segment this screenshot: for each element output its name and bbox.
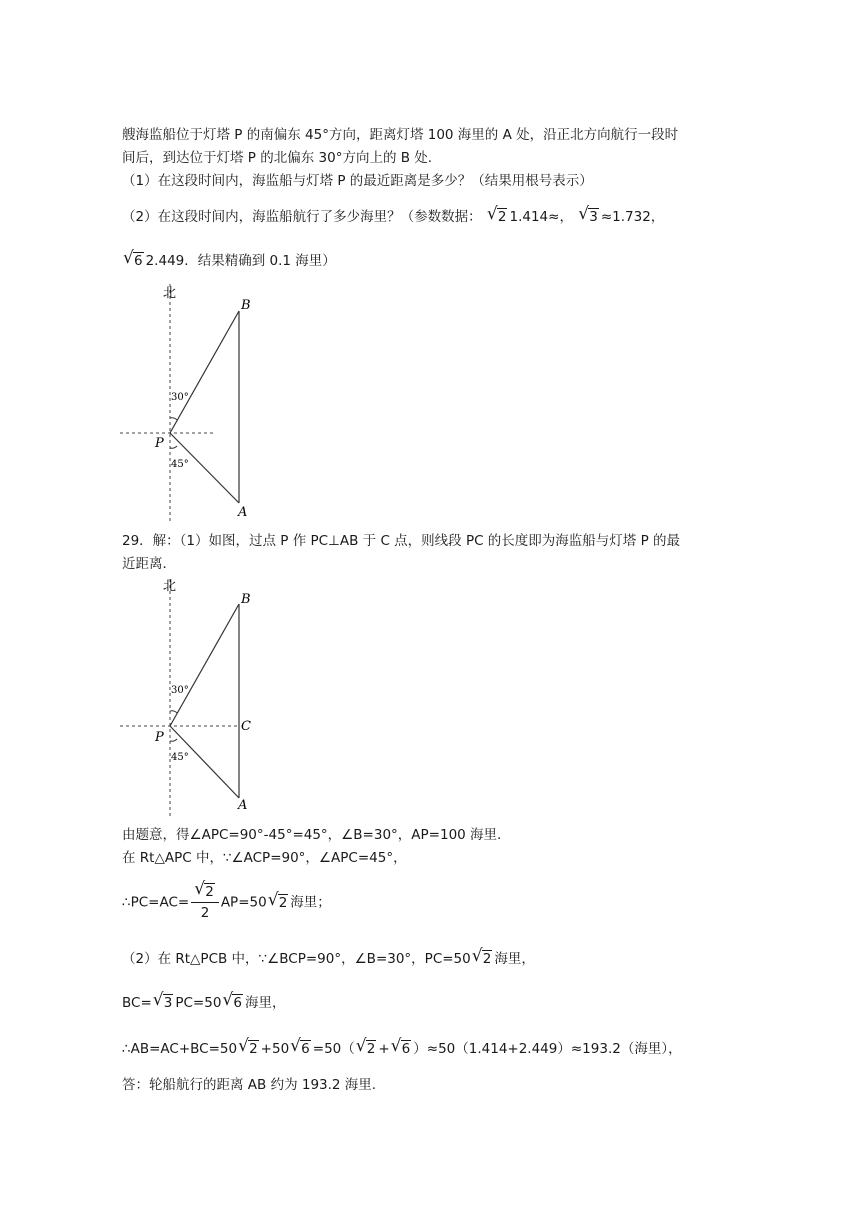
step-3-prefix: ∴PC=AC=	[122, 894, 190, 911]
sqrt-3: √ 3	[154, 994, 174, 1012]
point-label-A: A	[238, 505, 248, 520]
answer: 答：轮船航行的距离 AB 约为 193.2 海里.	[122, 1077, 377, 1093]
step-4	[122, 950, 535, 968]
sqrt-2: √ 2	[473, 950, 493, 968]
sqrt-2: √ 2	[239, 1040, 259, 1058]
sqrt-2: √ 2	[269, 883, 289, 923]
point-label-B: B	[241, 298, 251, 313]
problem-line-2: 间后，到达位于灯塔 P 的北偏东 30°方向上的 B 处.	[122, 150, 433, 166]
step-1: 由题意，得∠APC=90°-45°=45°，∠B=30°，AP=100 海里.	[122, 827, 502, 843]
step-3-unit: 海里；	[290, 894, 331, 911]
sqrt-3: √ 3	[579, 208, 599, 226]
angle-label-30: 30°	[171, 685, 189, 696]
solution-intro-1: 29．解：（1）如图，过点 P 作 PC⊥AB 于 C 点，则线段 PC 的长度即为海监船与灯塔 P 的最	[122, 533, 681, 549]
step-6-e: ）≈50（1.414+2.449）≈193.2（海里），	[413, 1041, 682, 1057]
sqrt3-value: ≈1.732，	[600, 209, 665, 225]
step-4-unit: 海里，	[494, 951, 535, 967]
angle-arc-30	[170, 711, 177, 713]
point-label-P: P	[155, 730, 164, 745]
sqrt-6: √ 6	[291, 1040, 311, 1058]
step-5-mid: PC=50	[175, 995, 222, 1011]
angle-arc-45	[170, 739, 177, 741]
angle-arc-45	[170, 446, 177, 448]
angle-label-45: 45°	[171, 459, 189, 470]
segment-PB	[170, 311, 239, 433]
sqrt-2: √ 2	[357, 1040, 377, 1058]
step-4-text: （2）在 Rt△PCB 中，∵∠BCP=90°，∠B=30°，PC=50	[122, 951, 471, 967]
step-3	[122, 882, 331, 923]
sqrt-2: √ 2	[488, 208, 508, 226]
question-2-text: （2）在这段时间内，海监船航行了多少海里？（参数数据：	[122, 209, 482, 225]
north-label: 北	[163, 286, 177, 301]
angle-arc-30	[170, 418, 177, 420]
fraction-sqrt2-over-2: √ $\frac{2}{2}$	[191, 882, 219, 923]
sqrt2-value: 1.414≈，	[509, 209, 573, 225]
step-5	[122, 994, 286, 1012]
segment-PB	[170, 604, 239, 726]
sqrt-6: √ 6	[223, 994, 243, 1012]
step-5-prefix: BC=	[122, 995, 152, 1011]
point-label-B: B	[241, 592, 251, 607]
sqrt6-value: 2.449．结果精确到 0.1 海里）	[145, 253, 336, 269]
step-5-unit: 海里，	[245, 995, 286, 1011]
solution-intro-2: 近距离．	[122, 556, 176, 572]
step-3-mid: AP=50	[220, 894, 267, 911]
point-label-A: A	[238, 798, 248, 813]
question-1: （1）在这段时间内，海监船与灯塔 P 的最近距离是多少？（结果用根号表示）	[122, 173, 593, 189]
north-label: 北	[163, 579, 177, 594]
step-6-a: ∴AB=AC+BC=50	[122, 1041, 238, 1057]
step-6-c: =50（	[312, 1041, 355, 1057]
step-2: 在 Rt△APC 中，∵∠ACP=90°，∠APC=45°，	[122, 850, 407, 866]
sqrt-6: √ 6	[124, 252, 144, 270]
sqrt-6: √ 6	[392, 1040, 412, 1058]
problem-line-1: 艘海监船位于灯塔 P 的南偏东 45°方向，距离灯塔 100 海里的 A 处，沿正北方向航行一段时	[122, 127, 679, 143]
figure-1	[110, 280, 260, 525]
question-2-cont	[122, 252, 336, 270]
angle-label-45: 45°	[171, 752, 189, 763]
point-label-P: P	[155, 436, 164, 451]
point-label-C: C	[241, 719, 251, 734]
angle-label-30: 30°	[171, 392, 189, 403]
step-6-d: +	[378, 1041, 390, 1057]
question-2	[122, 208, 664, 226]
step-6-b: +50	[260, 1041, 290, 1057]
step-6	[122, 1040, 682, 1058]
figure-2	[110, 575, 270, 820]
